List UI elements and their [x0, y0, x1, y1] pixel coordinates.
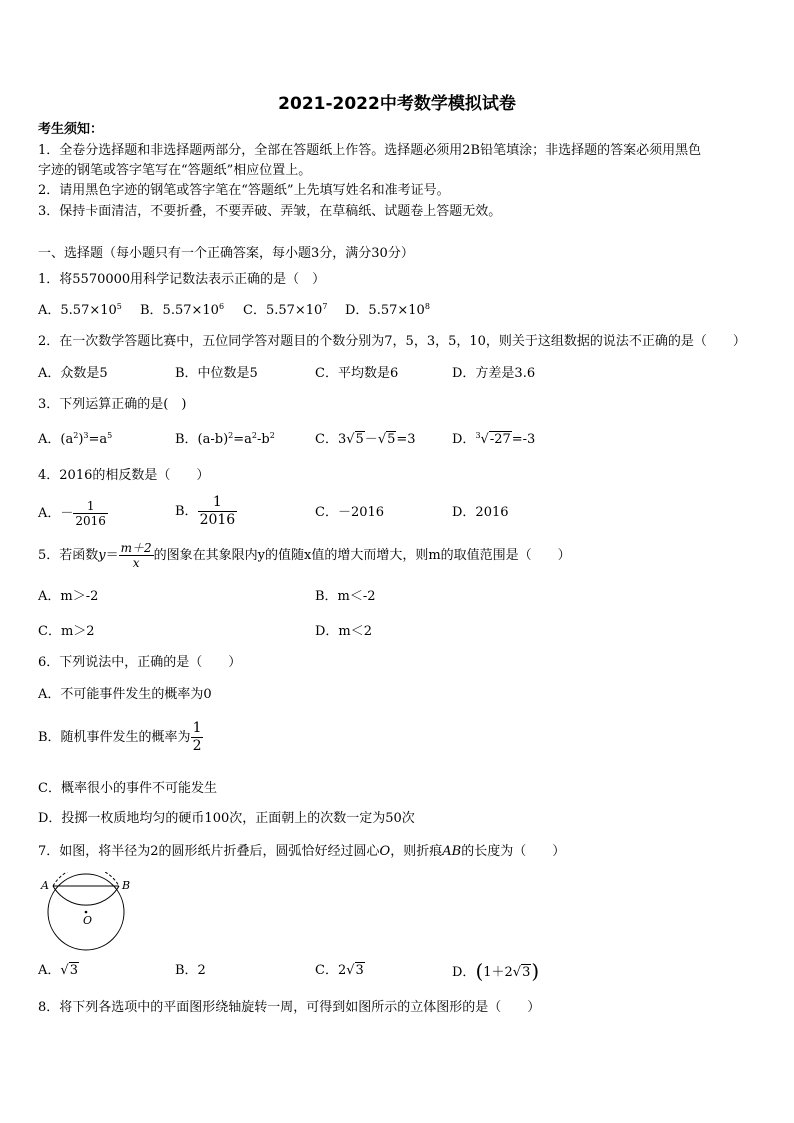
- label-a: A: [41, 879, 49, 892]
- q4-option-d: D．2016: [452, 505, 509, 520]
- q7-option-b: B．2: [175, 963, 206, 978]
- q2-option-a: A．众数是5: [38, 366, 108, 381]
- notice-line: 1．全卷分选择题和非选择题两部分，全部在答题纸上作答。选择题必须用2B铅笔填涂；非选择题的答案必须用黑色: [38, 143, 702, 158]
- q1-option-c-exp: 7: [322, 302, 328, 311]
- fraction-denominator: x: [119, 555, 154, 570]
- q3-a-exp: 3: [83, 431, 89, 440]
- q6-option-d: D．投掷一枚质地均匀的硬币100次，正面朝上的次数一定为50次: [38, 811, 415, 826]
- question-3-stem: 3．下列运算正确的是( ): [38, 397, 187, 412]
- section-heading: 一、选择题（每小题只有一个正确答案，每小题3分，满分30分）: [38, 246, 414, 261]
- sqrt-symbol: √3: [512, 965, 531, 980]
- q1-option-c: [243, 302, 327, 320]
- q3-d-root-index: 3: [475, 431, 481, 440]
- q3-option-d: [452, 431, 535, 449]
- q3-d-radicand: -27: [489, 432, 511, 447]
- fraction: [198, 494, 238, 529]
- q3-c-radicand: 5: [355, 432, 364, 447]
- q7-var-ab: AB: [442, 844, 462, 859]
- q7-d-prefix: D．: [452, 965, 476, 980]
- q3-c-radicand: 5: [387, 432, 396, 447]
- fraction-numerator: 1: [192, 720, 202, 736]
- left-paren: (: [475, 959, 484, 983]
- q1-option-d: [345, 302, 430, 320]
- q7-a-prefix: A．: [38, 963, 61, 978]
- q4-option-a: [38, 498, 108, 530]
- sqrt-symbol: √3: [346, 963, 364, 978]
- q1-option-b-exp: 6: [218, 302, 225, 311]
- q4-a-prefix: A．－: [38, 506, 74, 521]
- notice-line: 3．保持卡面清洁，不要折叠，不要弄破、弄皱，在草稿纸、试题卷上答题无效。: [38, 204, 502, 219]
- question-6-stem: 6．下列说法中，正确的是（ ）: [38, 655, 242, 670]
- q3-b-exp: 2: [251, 431, 258, 440]
- q1-option-b: [140, 302, 224, 320]
- q3-d-part: D．: [452, 432, 476, 447]
- question-7-stem: [38, 843, 565, 861]
- notice-line: 字迹的钢笔或答字笔写在“答题纸”相应位置上。: [38, 163, 312, 178]
- q7-var-o: O: [379, 844, 391, 859]
- question-8-stem: 8．将下列各选项中的平面图形绕轴旋转一周，可得到如图所示的立体图形的是（ ）: [38, 1000, 541, 1015]
- q6-option-a: A．不可能事件发生的概率为0: [38, 687, 212, 702]
- q3-a-part: =a: [88, 432, 108, 447]
- q4-b-prefix: B．: [175, 504, 198, 519]
- q3-b-part: B．(a-b): [175, 432, 229, 447]
- q5-equals: ＝: [105, 548, 119, 563]
- q7-d-inner: 1＋2: [483, 965, 513, 980]
- q1-option-a: [38, 302, 122, 320]
- q5-var-y: y: [98, 548, 106, 563]
- q3-a-part: A．(a: [38, 432, 74, 447]
- question-5-stem: [38, 538, 571, 574]
- q3-a-exp: 5: [107, 431, 113, 440]
- fraction-denominator: 2: [192, 738, 202, 754]
- q7-stem-part: 的长度为（ ）: [461, 844, 566, 859]
- q3-a-exp: 2: [73, 431, 79, 440]
- question-2-stem: 2．在一次数学答题比赛中，五位同学答对题目的个数分别为7，5，3，5，10，则关于这组数据的说法不正确的是（ ）: [38, 334, 746, 349]
- q5-stem-part: 的图象在其象限内y的值随x值的增大而增大，则m的取值范围是（ ）: [153, 548, 571, 563]
- label-b: B: [122, 879, 131, 892]
- q3-b-part: =a: [233, 432, 252, 447]
- fraction-numerator: m＋2: [120, 541, 152, 555]
- q6-option-b: [38, 718, 203, 758]
- q1-option-a-exp: 5: [116, 302, 122, 311]
- q7-option-c: [315, 962, 365, 980]
- q5-option-d: D．m＜2: [315, 624, 373, 639]
- q5-option-c: C．m＞2: [38, 624, 95, 639]
- q7-c-radicand: 3: [355, 963, 364, 978]
- q3-b-exp: 2: [228, 431, 234, 440]
- q5-stem-part: 5．若函数: [38, 548, 99, 563]
- q5-option-a: A．m＞-2: [38, 589, 99, 604]
- fraction: [73, 499, 108, 528]
- q3-option-a: [38, 431, 112, 449]
- q7-option-d: [452, 959, 540, 983]
- folded-circle-figure: [36, 872, 136, 952]
- q3-c-part: －: [364, 432, 378, 447]
- question-1-stem: 1．将5570000用科学记数法表示正确的是（ ）: [38, 272, 326, 287]
- sqrt-symbol: √3: [60, 963, 78, 978]
- fraction-denominator: 2016: [199, 512, 236, 528]
- fraction: [191, 720, 204, 755]
- q4-option-b: [175, 494, 237, 530]
- right-paren: ): [531, 959, 540, 983]
- q7-stem-part: ，则折痕: [390, 844, 443, 859]
- notice-heading: 考生须知：: [38, 122, 104, 137]
- q3-b-exp: 2: [269, 431, 275, 440]
- q4-option-c: C．－2016: [315, 505, 385, 520]
- q6-b-prefix: B．随机事件发生的概率为: [38, 730, 191, 745]
- q1-option-a-text: A．5.57×10: [38, 303, 117, 318]
- q3-option-c: [315, 431, 416, 449]
- sqrt-symbol: √5: [346, 432, 364, 447]
- q7-a-radicand: 3: [69, 963, 78, 978]
- fraction-numerator: 1: [86, 499, 95, 513]
- q6-option-c: C．概率很小的事件不可能发生: [38, 781, 217, 796]
- q3-c-part: C．3: [315, 432, 347, 447]
- sqrt-symbol: √5: [377, 432, 396, 447]
- notice-line: 2．请用黑色字迹的钢笔或答字笔在“答题纸”上先填写姓名和准考证号。: [38, 183, 450, 198]
- q3-d-part: =-3: [511, 432, 536, 447]
- sqrt-symbol: √-27: [480, 432, 511, 447]
- q2-option-c: C．平均数是6: [315, 366, 399, 381]
- q1-option-d-text: D．5.57×10: [345, 303, 425, 318]
- q3-c-part: =3: [396, 432, 416, 447]
- q1-option-b-text: B．5.57×10: [140, 303, 219, 318]
- folded-arc: [53, 886, 119, 905]
- fraction-numerator: 1: [212, 494, 222, 510]
- q5-option-b: B．m＜-2: [315, 589, 376, 604]
- fraction-denominator: 2016: [75, 514, 106, 528]
- q2-option-d: D．方差是3.6: [452, 366, 536, 381]
- q7-option-a: [38, 962, 79, 980]
- q7-stem-part: 7．如图，将半径为2的圆形纸片折叠后，圆弧恰好经过圆心: [38, 844, 380, 859]
- q2-option-b: B．中位数是5: [175, 366, 258, 381]
- q7-d-radicand: 3: [522, 965, 531, 980]
- q3-b-part: -b: [257, 432, 270, 447]
- q3-a-part: ): [78, 432, 84, 447]
- page-title: 2021-2022中考数学模拟试卷: [278, 94, 516, 114]
- question-4-stem: 4．2016的相反数是（ ）: [38, 468, 210, 483]
- center-point: [85, 911, 88, 914]
- q3-option-b: [175, 431, 275, 449]
- label-o: O: [83, 914, 93, 927]
- q1-option-d-exp: 8: [424, 302, 430, 311]
- fraction: [119, 541, 154, 570]
- q7-c-prefix: C．2: [315, 963, 347, 978]
- q1-option-c-text: C．5.57×10: [243, 303, 323, 318]
